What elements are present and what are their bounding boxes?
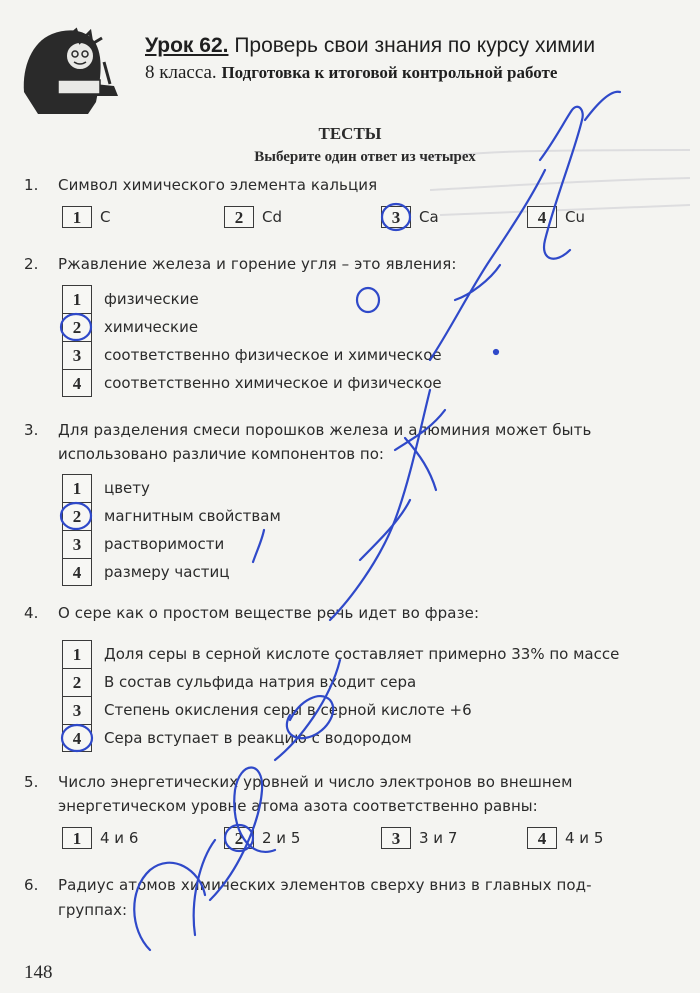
option-1-1[interactable] xyxy=(62,206,110,228)
option-label: растворимости xyxy=(104,535,225,553)
question-1 xyxy=(24,173,377,197)
option-label: В состав сульфида натрия входит сера xyxy=(104,673,417,691)
option-number-box: 1 xyxy=(62,640,92,668)
question-number: 1. xyxy=(24,176,39,194)
option-5-3[interactable] xyxy=(381,827,457,849)
option-5-2[interactable] xyxy=(224,827,300,849)
question-text: Число энергетических уровней и число электронов во внешнем xyxy=(58,773,573,791)
scientist-mascot-icon xyxy=(18,22,130,118)
lesson-title-grade: 8 класса. xyxy=(145,62,217,83)
option-3-3[interactable] xyxy=(62,530,281,558)
question-5-continuation: энергетическом уровне атома азота соответственно равны: xyxy=(58,797,538,815)
option-number-box: 1 xyxy=(62,827,92,849)
option-4-3[interactable] xyxy=(62,696,619,724)
options-list-3 xyxy=(62,474,281,586)
option-number-box: 1 xyxy=(62,474,92,502)
question-3-continuation: использовано различие компонентов по: xyxy=(58,445,384,463)
question-number: 5. xyxy=(24,773,39,791)
option-3-2[interactable] xyxy=(62,502,281,530)
options-list-2 xyxy=(62,285,442,397)
option-number-box: 4 xyxy=(527,206,557,228)
question-number: 6. xyxy=(24,876,39,894)
option-number-box: 2 xyxy=(62,668,92,696)
option-number-box: 3 xyxy=(62,696,92,724)
option-2-2[interactable] xyxy=(62,313,442,341)
option-number-box: 3 xyxy=(62,530,92,558)
option-number-box: 3 xyxy=(62,341,92,369)
question-text: Ржавление железа и горение угля – это явления: xyxy=(58,255,457,273)
option-label: Cu xyxy=(565,208,585,226)
lesson-number: Урок 62. xyxy=(145,34,229,57)
option-5-1[interactable] xyxy=(62,827,138,849)
section-heading: ТЕСТЫ xyxy=(318,124,382,143)
question-number: 4. xyxy=(24,604,39,622)
option-4-1[interactable] xyxy=(62,640,619,668)
lesson-subtitle xyxy=(145,62,557,84)
option-1-2[interactable] xyxy=(224,206,282,228)
section-instruction: Выберите один ответ из четырех xyxy=(254,149,476,165)
option-4-4[interactable] xyxy=(62,724,619,752)
option-number-box: 4 xyxy=(62,369,92,397)
option-label: 2 и 5 xyxy=(262,829,301,847)
option-label: Cd xyxy=(262,208,282,226)
options-list-4 xyxy=(62,640,619,752)
option-4-2[interactable] xyxy=(62,668,619,696)
question-text: О сере как о простом веществе речь идет во фразе: xyxy=(58,604,480,622)
option-label: 4 и 5 xyxy=(565,829,604,847)
question-number: 2. xyxy=(24,255,39,273)
option-label: соответственно химическое и физическое xyxy=(104,374,442,392)
option-number-box: 3 xyxy=(381,827,411,849)
question-3 xyxy=(24,418,591,442)
option-number-box: 2 xyxy=(62,313,92,341)
option-label: 3 и 7 xyxy=(419,829,458,847)
option-number-box: 1 xyxy=(62,285,92,313)
lesson-title-line1: Проверь свои знания по курсу химии xyxy=(234,34,596,57)
option-number-box: 3 xyxy=(381,206,411,228)
option-label: 4 и 6 xyxy=(100,829,139,847)
option-2-3[interactable] xyxy=(62,341,442,369)
option-number-box: 2 xyxy=(62,502,92,530)
question-text: Радиус атомов химических элементов сверху вниз в главных под- xyxy=(58,876,592,894)
option-3-1[interactable] xyxy=(62,474,281,502)
page-number: 148 xyxy=(24,962,53,983)
option-1-3[interactable] xyxy=(381,206,439,228)
option-label: магнитным свойствам xyxy=(104,507,281,525)
option-number-box: 2 xyxy=(224,206,254,228)
option-label: Сера вступает в реакцию с водородом xyxy=(104,729,412,747)
option-2-1[interactable] xyxy=(62,285,442,313)
question-4 xyxy=(24,601,479,625)
option-number-box: 1 xyxy=(62,206,92,228)
option-label: химические xyxy=(104,318,199,336)
lesson-title xyxy=(145,34,595,58)
option-label: Ca xyxy=(419,208,439,226)
option-label: физические xyxy=(104,290,199,308)
question-6 xyxy=(24,873,592,897)
question-2 xyxy=(24,252,457,276)
option-number-box: 2 xyxy=(224,827,254,849)
option-label: цвету xyxy=(104,479,150,497)
option-label: соответственно физическое и химическое xyxy=(104,346,442,364)
lesson-title-topic: Подготовка к итоговой контрольной работе xyxy=(221,63,558,82)
option-5-4[interactable] xyxy=(527,827,603,849)
question-text: Для разделения смеси порошков железа и алюминия может быть xyxy=(58,421,592,439)
option-number-box: 4 xyxy=(527,827,557,849)
option-1-4[interactable] xyxy=(527,206,585,228)
option-label: C xyxy=(100,208,111,226)
option-number-box: 4 xyxy=(62,724,92,752)
question-number: 3. xyxy=(24,421,39,439)
option-label: Степень окисления серы в серной кислоте +6 xyxy=(104,701,472,719)
option-3-4[interactable] xyxy=(62,558,281,586)
question-6-continuation: группах: xyxy=(58,901,128,919)
option-label: размеру частиц xyxy=(104,563,230,581)
question-5 xyxy=(24,770,573,794)
option-number-box: 4 xyxy=(62,558,92,586)
option-2-4[interactable] xyxy=(62,369,442,397)
option-label: Доля серы в серной кислоте составляет примерно 33% по массе xyxy=(104,645,620,663)
question-text: Символ химического элемента кальция xyxy=(58,176,378,194)
